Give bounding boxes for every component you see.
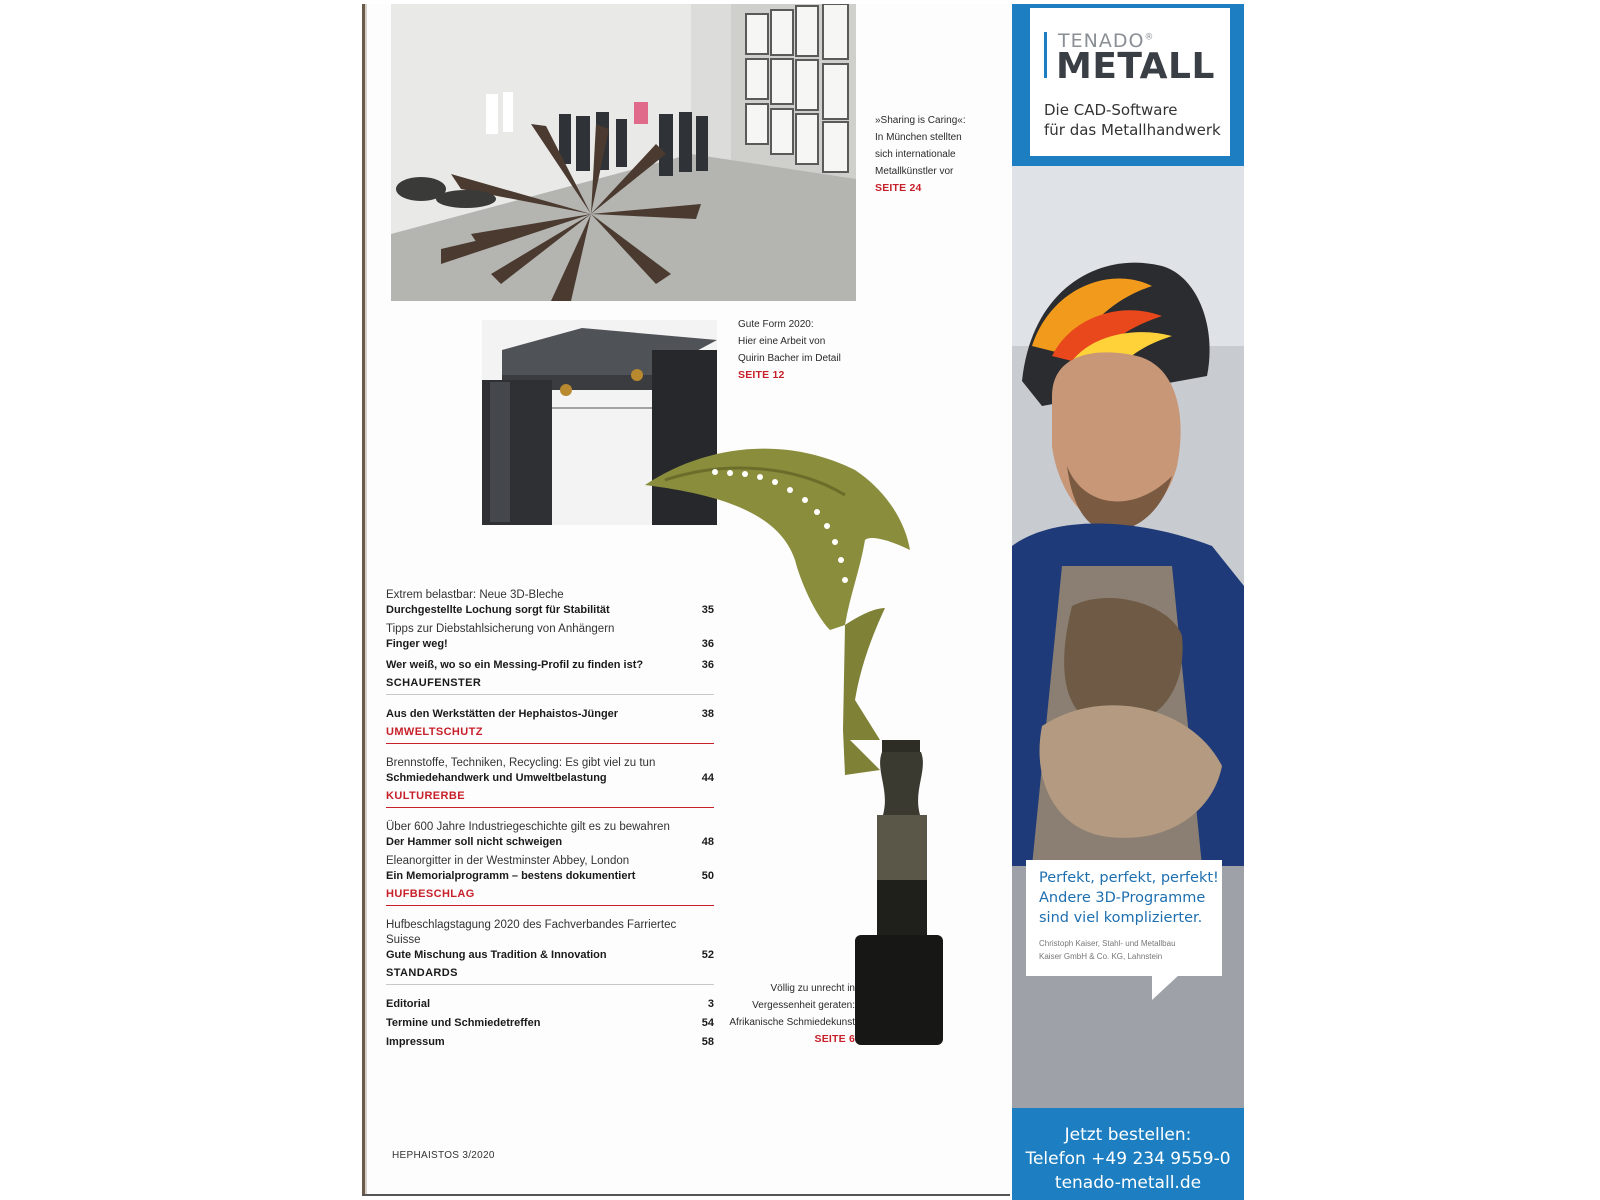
ad-quote-text — [1039, 868, 1219, 928]
toc-entry[interactable] — [386, 1035, 714, 1050]
caption-line: Metallkünstler vor — [875, 166, 954, 177]
tenado-advertisement[interactable] — [1012, 4, 1244, 1200]
toc-headline: Gute Mischung aus Tradition & Innovation — [386, 949, 607, 961]
ad-tagline — [1044, 100, 1224, 140]
quote-tail-shape — [1152, 974, 1180, 1000]
cta-website-link[interactable]: tenado-metall.de — [1054, 1173, 1202, 1193]
toc-entry[interactable] — [386, 854, 714, 884]
toc-entry[interactable] — [386, 658, 714, 673]
section-heading-kulturerbe: KULTURERBE — [386, 789, 714, 808]
toc-page-number: 54 — [701, 1017, 714, 1029]
toc-kicker: Extrem belastbar: Neue 3D-Bleche — [386, 589, 564, 601]
brand-small-text: TENADO — [1058, 30, 1145, 52]
caption-line: »Sharing is Caring«: — [875, 115, 966, 126]
toc-entry[interactable] — [386, 588, 714, 618]
caption-line: Völlig zu unrecht in — [770, 983, 855, 994]
author-line: Christoph Kaiser, Stahl- und Metallbau — [1039, 939, 1176, 948]
registered-mark: ® — [1144, 32, 1155, 43]
toc-entry[interactable] — [386, 997, 714, 1012]
caption-line: sich internationale — [875, 149, 956, 160]
author-line: Kaiser GmbH & Co. KG, Lahnstein — [1039, 952, 1163, 961]
toc-page-number: 52 — [701, 949, 714, 961]
toc-headline: Impressum — [386, 1036, 445, 1048]
frame-caption — [738, 316, 858, 384]
toc-headline: Finger weg! — [386, 638, 448, 650]
table-of-contents — [386, 588, 714, 1050]
ad-call-to-action[interactable] — [1012, 1109, 1244, 1200]
tagline-line: Die CAD-Software — [1044, 101, 1178, 119]
section-heading-schaufenster: SCHAUFENSTER — [386, 676, 714, 695]
quote-line: Perfekt, perfekt, perfekt! — [1039, 870, 1219, 886]
toc-page-number: 44 — [701, 772, 714, 784]
section-heading-hufbeschlag: HUFBESCHLAG — [386, 887, 714, 906]
toc-headline: Editorial — [386, 998, 431, 1010]
caption-line: In München stellten — [875, 132, 962, 143]
toc-headline: Schmiedehandwerk und Umweltbelastung — [386, 772, 607, 784]
section-heading-umweltschutz: UMWELTSCHUTZ — [386, 725, 714, 744]
toc-page-number: 36 — [701, 659, 714, 671]
caption-page-ref[interactable]: SEITE 24 — [875, 182, 922, 194]
toc-headline: Wer weiß, wo so ein Messing-Profil zu finden ist? — [386, 659, 644, 671]
caption-page-ref[interactable]: SEITE 6 — [814, 1033, 855, 1045]
toc-page-number: 48 — [701, 836, 714, 848]
cta-order-text: Jetzt bestellen: — [1064, 1125, 1192, 1145]
toc-kicker: Tipps zur Diebstahlsicherung von Anhängern — [386, 623, 615, 635]
gallery-caption — [875, 112, 985, 197]
toc-page-number: 35 — [701, 604, 714, 616]
quote-line: Andere 3D-Programme — [1039, 890, 1206, 906]
caption-line: Afrikanische Schmiedekunst — [729, 1017, 855, 1028]
toc-entry[interactable] — [386, 707, 714, 722]
issue-footer: HEPHAISTOS 3/2020 — [392, 1150, 495, 1161]
caption-line: Hier eine Arbeit von — [738, 336, 826, 347]
toc-kicker: Eleanorgitter in der Westminster Abbey, London — [386, 855, 630, 867]
toc-headline: Termine und Schmiedetreffen — [386, 1017, 541, 1029]
caption-line: Gute Form 2020: — [738, 319, 814, 330]
quote-line: sind viel komplizierter. — [1039, 910, 1203, 926]
toc-headline: Aus den Werkstätten der Hephaistos-Jünger — [386, 708, 619, 720]
page-bottom-edge — [362, 1194, 1010, 1196]
toc-headline: Der Hammer soll nicht schweigen — [386, 836, 563, 848]
toc-headline: Ein Memorialprogramm – bestens dokumentiert — [386, 870, 636, 882]
caption-line: Vergessenheit geraten: — [752, 1000, 855, 1011]
toc-entry[interactable] — [386, 622, 714, 652]
toc-page-number: 58 — [701, 1036, 714, 1048]
toc-entry[interactable] — [386, 756, 714, 786]
toc-kicker: Brennstoffe, Techniken, Recycling: Es gibt viel zu tun — [386, 757, 656, 769]
caption-page-ref[interactable]: SEITE 12 — [738, 369, 785, 381]
gallery-exhibition-photo — [391, 4, 856, 301]
ad-logo-box — [1030, 8, 1230, 156]
toc-entry[interactable] — [386, 918, 714, 963]
toc-entry[interactable] — [386, 820, 714, 850]
toc-entry[interactable] — [386, 1016, 714, 1031]
toc-kicker: Hufbeschlagstagung 2020 des Fachverbandes Farriertec Suisse — [386, 919, 677, 946]
ad-brand-big: METALL — [1056, 46, 1215, 87]
logo-bar-icon — [1044, 32, 1047, 78]
ad-quote-author — [1039, 937, 1219, 963]
toc-page-number: 38 — [701, 708, 714, 720]
toc-page-number: 3 — [707, 998, 714, 1010]
caption-line: Quirin Bacher im Detail — [738, 353, 841, 364]
toc-page-number: 36 — [701, 638, 714, 650]
cta-phone[interactable]: Telefon +49 234 9559-0 — [1025, 1149, 1231, 1169]
toc-kicker: Über 600 Jahre Industriegeschichte gilt es zu bewahren — [386, 821, 670, 833]
toc-headline: Durchgestellte Lochung sorgt für Stabilität — [386, 604, 610, 616]
toc-page-number: 50 — [701, 870, 714, 882]
ad-quote-bubble — [1026, 860, 1222, 976]
section-heading-standards: STANDARDS — [386, 966, 714, 985]
tagline-line: für das Metallhandwerk — [1044, 121, 1221, 139]
